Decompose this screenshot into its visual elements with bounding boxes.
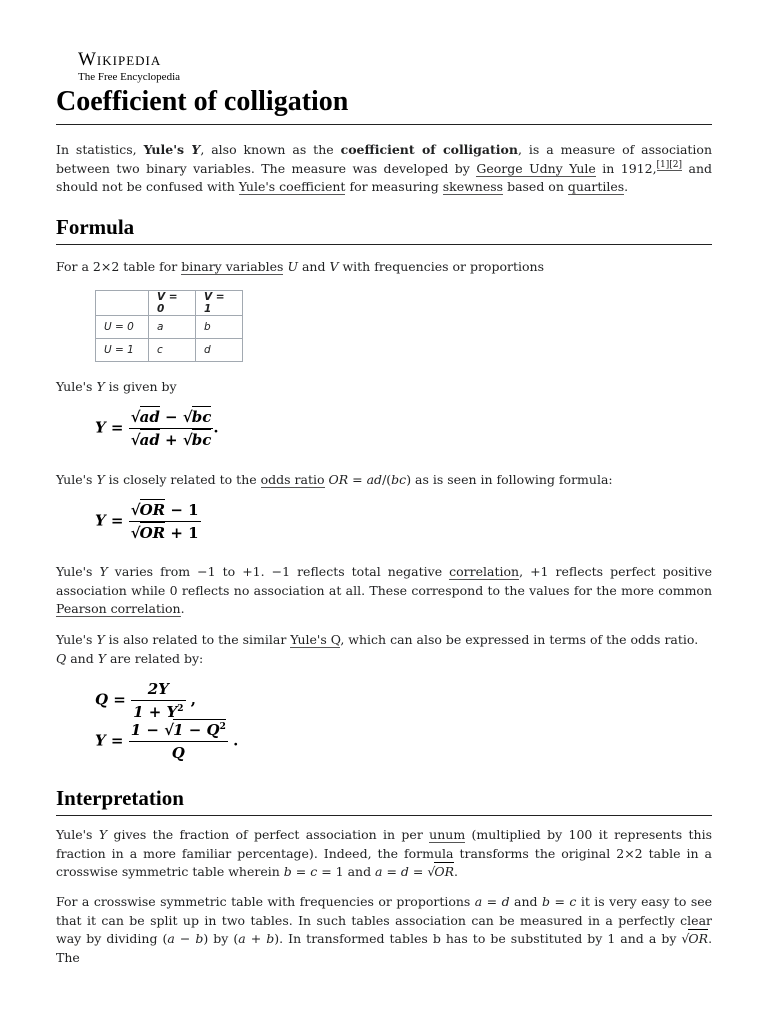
table-row [96, 339, 243, 362]
text: ) by ( [203, 931, 239, 946]
text: (multiplied by 100 it represents this fraction in a more familiar percentage). Indeed, the formula transforms the original 2×2 table in a crosswise symmetric table wherein [56, 827, 713, 879]
var-c: c [569, 894, 577, 909]
text: Yule's [56, 472, 97, 487]
table-header-cell: V = 0 [149, 291, 196, 316]
text: ). In transformed tables b has to be substituted by 1 and a by [274, 931, 682, 946]
bold-term [144, 142, 201, 157]
var-b: b [266, 931, 275, 946]
interpretation-paragraph-2 [56, 893, 712, 967]
text: is also related to the similar [104, 632, 291, 647]
var-b: b [195, 931, 204, 946]
var-bc: bc [391, 472, 407, 487]
var-d: d [400, 864, 409, 879]
text: = [348, 472, 367, 487]
text: varies from −1 to +1. −1 reflects total negative [107, 564, 450, 579]
punctuation: . [227, 731, 239, 750]
fraction [129, 501, 201, 542]
text: For a 2×2 table for [56, 259, 182, 274]
math-term: 1 + Y [133, 703, 178, 721]
var-ad: ad [366, 472, 383, 487]
reference-links[interactable] [657, 160, 683, 171]
text: = [291, 864, 311, 879]
math-term: 1 − Q [173, 721, 220, 739]
link-george-udny-yule[interactable]: George Udny Yule [476, 160, 596, 176]
numerator: $1 - √1 - Q^2$ [129, 721, 228, 742]
text: For a crosswise symmetric table with frequencies or proportions [56, 894, 475, 909]
fraction [131, 680, 185, 721]
table-cell: U = 0 [96, 316, 149, 339]
var-a: a [474, 894, 483, 909]
text: . [454, 864, 458, 879]
text: and [66, 650, 98, 666]
math-term: 1 − [130, 721, 159, 739]
page-title: Coefficient of colligation [56, 84, 712, 125]
var-y: Y [191, 142, 201, 157]
math-term: − 1 [165, 501, 199, 519]
exponent: 2 [177, 704, 184, 714]
table-cell: c [149, 339, 196, 362]
text: with frequencies or proportions [338, 259, 544, 274]
denominator [131, 701, 185, 721]
var-b: b [542, 894, 551, 909]
var-or: OR [434, 864, 454, 879]
var-a: a [238, 931, 246, 946]
link-odds-ratio[interactable]: odds ratio [260, 472, 325, 487]
var-y: Y [99, 564, 108, 579]
text: for measuring [345, 179, 443, 194]
text: ) as is seen in following formula: [406, 472, 613, 487]
var-d: d [501, 894, 510, 909]
text: . [624, 179, 629, 194]
ref-link[interactable]: [1][2] [656, 160, 683, 171]
text: , also known as the [200, 142, 341, 157]
heading-interpretation: Interpretation [56, 784, 712, 816]
text: gives the fraction of perfect association in per [107, 827, 430, 842]
link-yules-coefficient[interactable]: Yule's coefficient [238, 179, 346, 194]
denominator: Q [171, 744, 185, 762]
link-unum[interactable]: unum [429, 827, 466, 842]
var-y: Y [97, 650, 106, 666]
text: /( [382, 472, 392, 487]
var-y: Y [98, 827, 108, 842]
text: Yule's [56, 379, 97, 394]
radicand: ad [139, 431, 160, 449]
radicand: OR [139, 501, 166, 519]
formula-yule-y [95, 408, 219, 449]
text: = [408, 864, 428, 879]
var-or: OR [688, 931, 709, 946]
var-b: b [283, 864, 292, 879]
punctuation: , [185, 690, 196, 709]
text: Yule's [56, 564, 100, 579]
link-yules-q[interactable]: Yule's Q [290, 632, 341, 647]
math-lhs: Y = [95, 511, 124, 530]
bold-term: coefficient of colligation [340, 142, 518, 157]
link-skewness[interactable]: skewness [442, 179, 504, 194]
numerator: 2Y [131, 680, 185, 701]
table-intro [56, 258, 712, 277]
text: In statistics, [56, 142, 144, 157]
table-header-cell [96, 291, 149, 316]
logo-wordmark: Wikipedia [78, 49, 162, 70]
text: , +1 reflects perfect positive association while 0 reflects no association at all. These correspond to the values for the more common [56, 564, 712, 598]
sqrt-or: √OR [427, 864, 454, 879]
exponent: 2 [219, 722, 226, 732]
text: = [550, 894, 570, 909]
formula-q [95, 680, 196, 721]
fraction [129, 721, 228, 762]
var-y: Y [96, 472, 105, 487]
var-or: OR [328, 472, 349, 487]
text: and [298, 259, 330, 274]
text: are related by: [105, 650, 204, 666]
fraction [129, 408, 214, 449]
text: , which can also be expressed in terms of the odds ratio. [340, 632, 699, 647]
text: , is a measure of association between two binary variables. The measure was developed by [56, 142, 713, 176]
table-cell: d [196, 339, 243, 362]
text: = 1 and [317, 864, 376, 879]
text: = [482, 894, 502, 909]
text: − [174, 931, 196, 946]
var-y: Y [96, 379, 105, 394]
text: in 1912, [595, 160, 657, 176]
math-lhs: Y = [95, 418, 124, 437]
yules-q-paragraph [56, 631, 712, 668]
text: is closely related to the [104, 472, 261, 487]
text: it is very easy to see that it can be split up in two tables. In such tables association can be measured in a perfectly clear way by dividing ( [56, 894, 713, 946]
link-quartiles[interactable]: quartiles [567, 179, 625, 194]
text: and [509, 894, 542, 909]
math-lhs: Q = [95, 690, 126, 709]
denominator: √OR + 1 [130, 524, 199, 542]
numerator: √ad − √bc [129, 408, 214, 429]
math-lhs: Y = [95, 731, 124, 750]
formula-y-from-q [95, 721, 238, 762]
text: + [245, 931, 267, 946]
var-c: c [310, 864, 318, 879]
sqrt-or: √OR [681, 931, 709, 946]
radicand [173, 719, 226, 739]
var-y: Y [96, 632, 105, 647]
table-row [96, 316, 243, 339]
operator: + [165, 431, 178, 449]
wikipedia-logo[interactable] [78, 50, 180, 83]
formula-yule-y-odds [95, 501, 201, 542]
radicand: bc [191, 431, 212, 449]
var-a: a [167, 931, 175, 946]
interpretation-paragraph-1 [56, 826, 712, 882]
varies-paragraph [56, 563, 712, 619]
table-header-row [96, 291, 243, 316]
logo-tagline: The Free Encyclopedia [78, 71, 181, 83]
odds-ratio-text [56, 471, 712, 490]
text: and should not be confused with [56, 160, 713, 194]
link-correlation[interactable]: correlation [449, 564, 520, 579]
text: Yule's [56, 632, 97, 647]
table-cell: b [196, 316, 243, 339]
numerator: √OR − 1 [129, 501, 201, 522]
table-header-cell: V = 1 [196, 291, 243, 316]
var-a: a [375, 864, 383, 879]
link-binary-variables[interactable]: binary variables [181, 259, 284, 274]
link-pearson-correlation[interactable]: Pearson correlation [56, 601, 181, 616]
operator: − [165, 408, 178, 426]
text: . The [56, 931, 713, 965]
var-u: U [287, 259, 298, 274]
radicand: OR [139, 524, 166, 542]
text: Yule's [143, 142, 192, 157]
math-term: + 1 [165, 524, 199, 542]
text: . [180, 601, 185, 616]
given-by-text [56, 378, 712, 397]
heading-formula: Formula [56, 213, 712, 245]
text: based on [503, 179, 568, 194]
intro-paragraph [56, 141, 712, 197]
radicand: bc [191, 408, 212, 426]
punctuation: . [213, 418, 219, 437]
table-cell: a [149, 316, 196, 339]
radicand: ad [139, 408, 160, 426]
contingency-table [95, 290, 243, 362]
text: Yule's [56, 827, 99, 842]
denominator: √ad + √bc [130, 431, 212, 449]
var-q: Q [56, 650, 67, 666]
var-v: V [329, 259, 339, 274]
table-cell: U = 1 [96, 339, 149, 362]
text: is given by [104, 379, 177, 394]
text: = [382, 864, 401, 879]
